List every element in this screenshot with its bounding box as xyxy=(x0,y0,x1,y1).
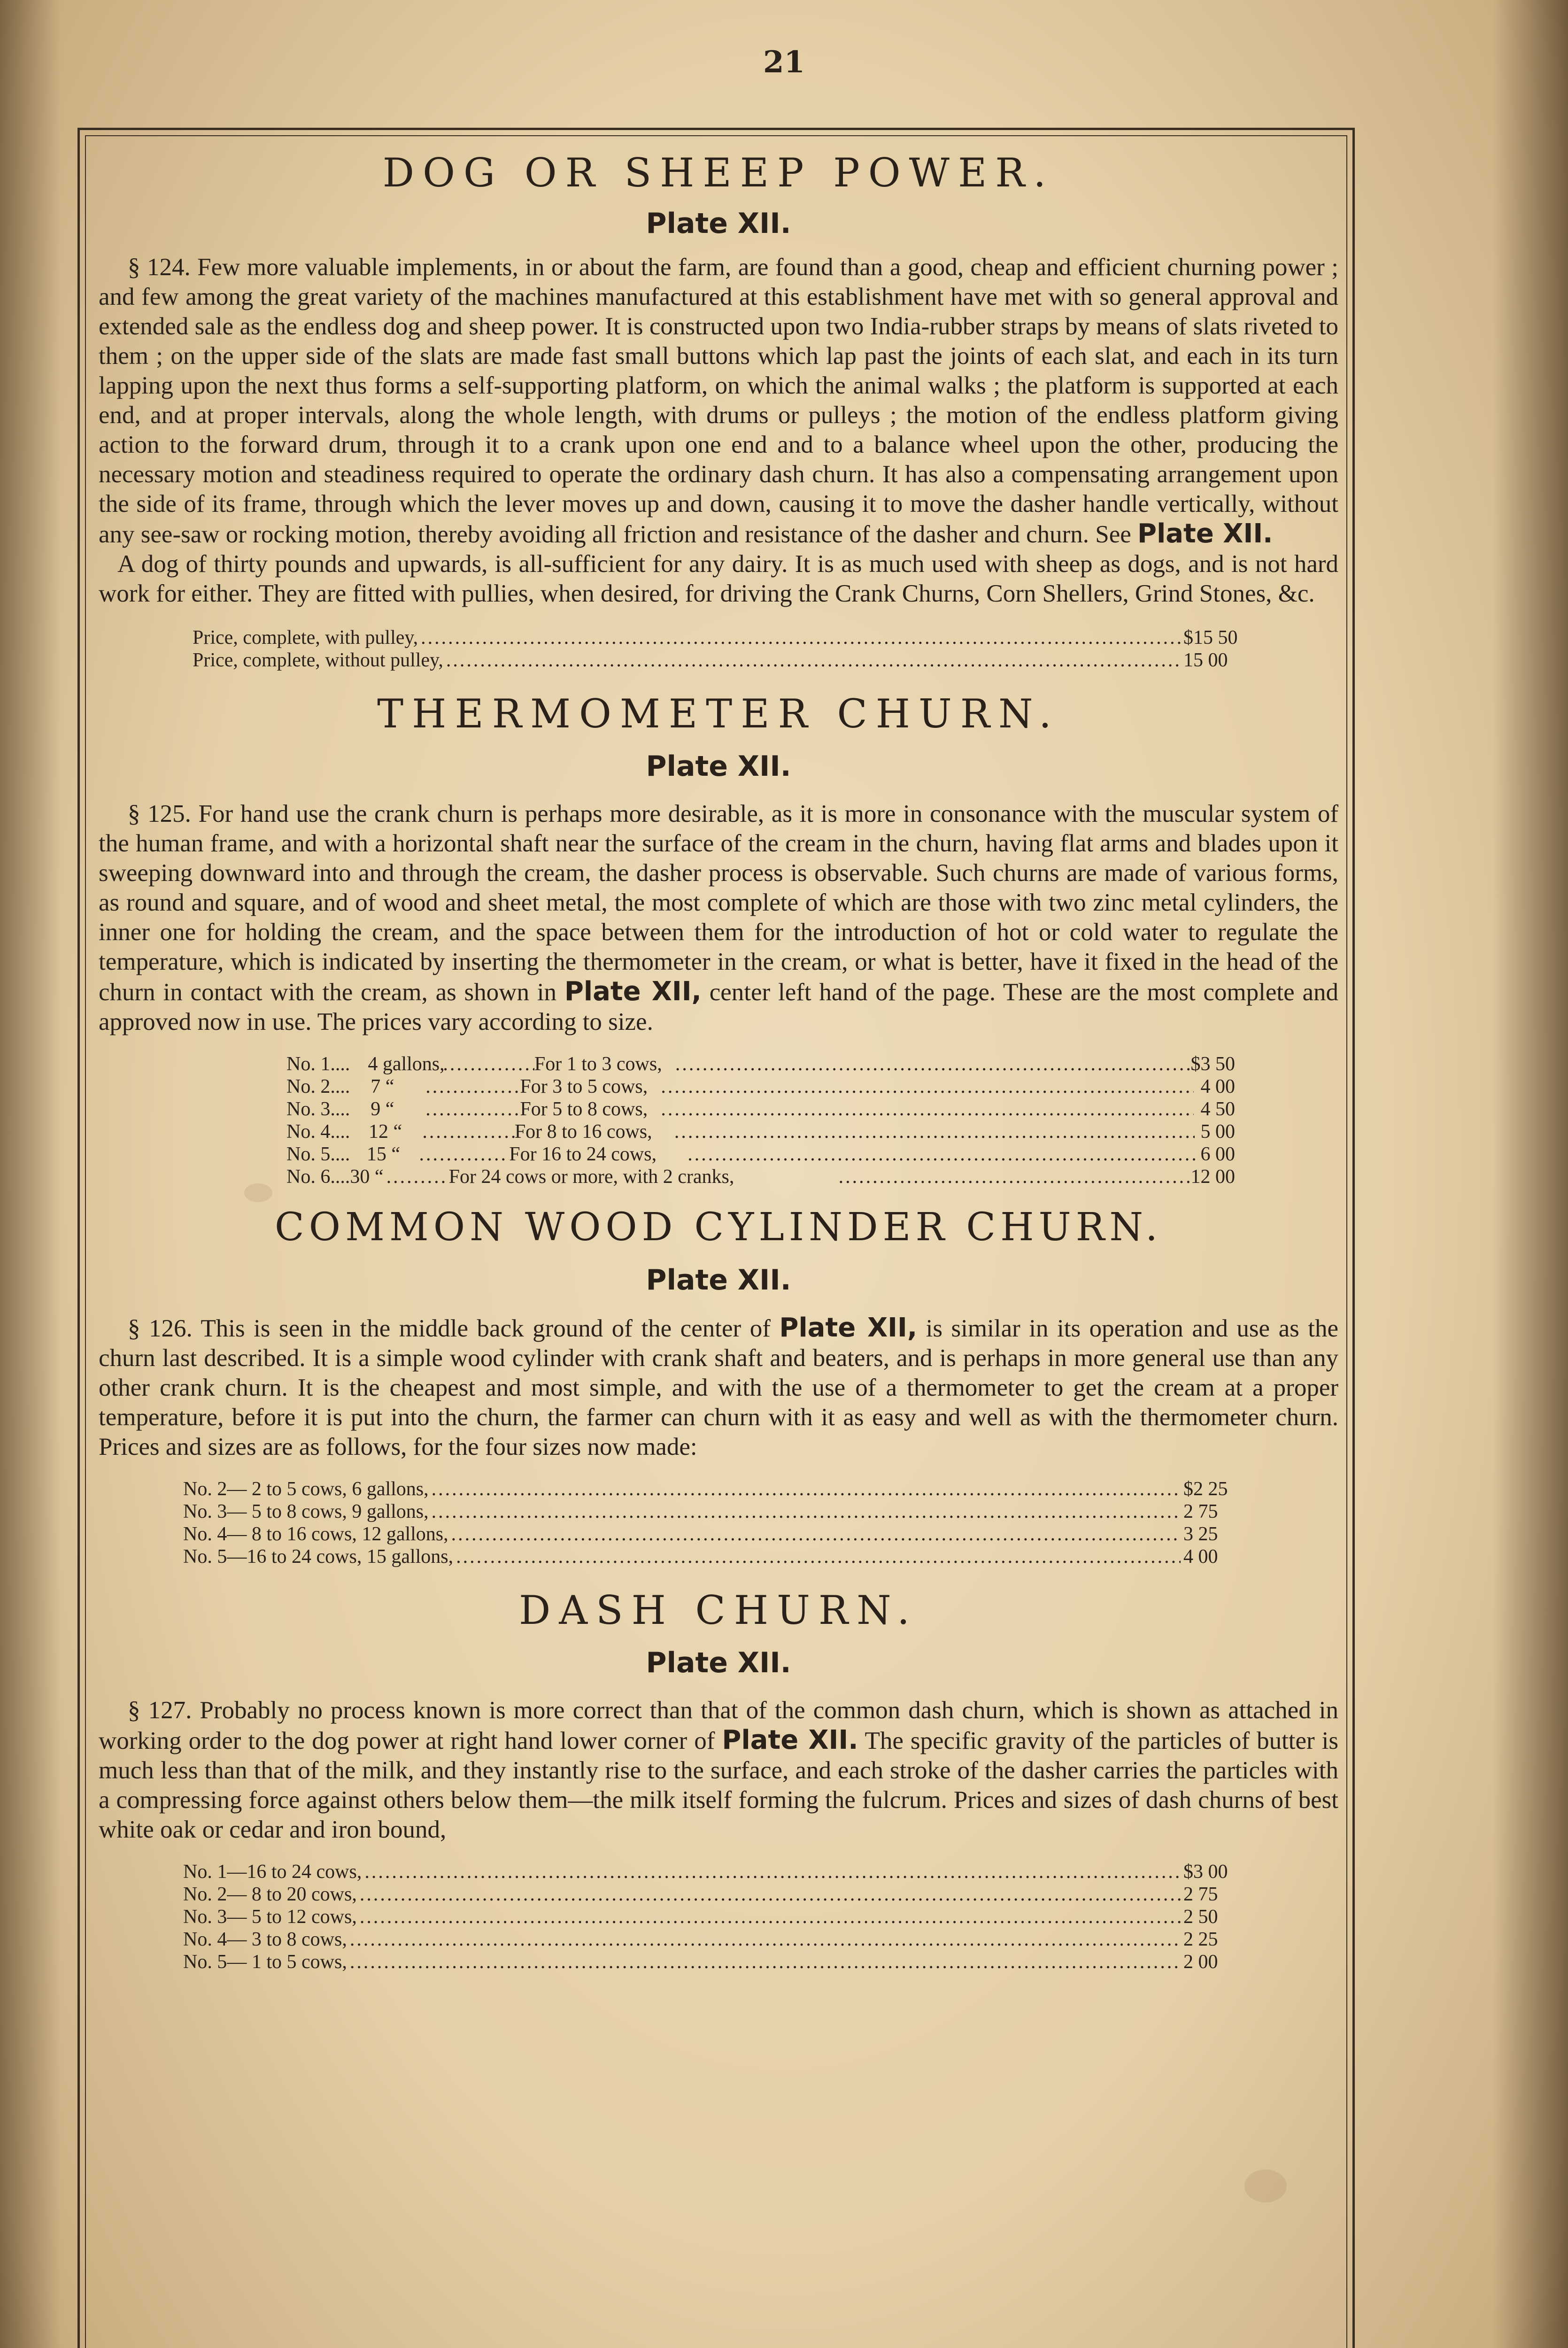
price-amount: 12 00 xyxy=(1190,1166,1235,1188)
plate-heading: Plate XII. xyxy=(646,1646,791,1679)
leader-dots xyxy=(364,1861,1181,1883)
price-amount: 5 00 xyxy=(1200,1121,1235,1143)
edge-shadow xyxy=(1493,0,1568,2348)
price-amount: 2 75 xyxy=(1183,1501,1218,1522)
price-row xyxy=(183,1861,1254,1883)
price-row: No. 4.... 12 “ ..... For 8 to 16 cows, ..... 5 00 xyxy=(286,1120,1235,1143)
price-amount: $3 00 xyxy=(1183,1861,1228,1883)
churn-number: No. 3.... xyxy=(286,1098,350,1120)
price-row xyxy=(183,1478,1254,1500)
leader-dots xyxy=(674,1120,1195,1143)
plate-heading: Plate XII. xyxy=(646,750,791,783)
paragraph-text: § 126. This is seen in the middle back ground of the center of xyxy=(128,1315,771,1342)
leader-dots xyxy=(432,1478,1181,1500)
price-amount: $15 50 xyxy=(1183,627,1238,649)
paragraph-text: § 124. Few more valuable implements, in or about the farm, are found than a good, cheap and efficient churning power ; and few among the great variety of the machines manufactured at this establishment have met with so general approval and extended sale as the endless dog and sheep power. It is constructed upon two India-rubber straps by means of slats riveted to them ; on the upper side of the slats are made fast small buttons which lap past the joints of each slat, and each in its turn lapping upon the next thus forms a self-supporting platform, on which the animal walks ; the platform is supported at each end, and at proper intervals, along the whole length, with drums or pulleys ; the motion of the endless platform giving action to the forward drum, through it to a crank upon one end and to a balance wheel upon the other, producing the necessary motion and steadiness required to operate the ordinary dash churn. It has also a compensating arrangement upon the side of its frame, through which the lever moves up and down, causing it to move the dasher handle vertically, without any see-saw or rocking motion, thereby avoiding all friction and resistance of the dasher and churn. See xyxy=(99,254,1338,548)
price-amount: 2 25 xyxy=(1183,1929,1218,1950)
section-title: DOG OR SHEEP POWER. xyxy=(382,150,1055,196)
leader-dots xyxy=(386,1166,449,1188)
leader-dots xyxy=(443,1053,534,1075)
section-title: DASH CHURN. xyxy=(519,1587,918,1633)
price-list xyxy=(183,1861,1254,1973)
price-row xyxy=(183,1523,1254,1545)
paragraph-text: is similar in its operation and use as the churn last described. It is a simple wood cylinder with crank shaft and beaters, and is perhaps in more general use than any other crank churn. It is the cheapest and most simple, and with the use of a thermometer to get the cream at a proper temperature, before it is put into the churn, the farmer can churn with it as easy and well as with the thermometer churn. Prices and sizes are as follows, for the four sizes now made: xyxy=(99,1315,1339,1460)
churn-capacity: 30 “ xyxy=(350,1166,384,1188)
price-row: No. 3.... 9 “ ..... For 5 to 8 cows, ..... 4 50 xyxy=(286,1098,1235,1120)
leader-dots xyxy=(360,1883,1181,1906)
price-label: No. 2— 2 to 5 cows, 6 gallons, xyxy=(183,1478,429,1500)
price-amount: 2 50 xyxy=(1183,1906,1218,1928)
paragraph-126 xyxy=(99,1313,1338,1462)
price-label: No. 1—16 to 24 cows, xyxy=(183,1861,362,1883)
thermometer-price-table xyxy=(286,1053,1235,1188)
paragraph-text: § 127. Probably no process known is more correct than that of the common dash churn, which is shown as attached in working order to the dog power at right hand lower corner of xyxy=(99,1697,1338,1754)
churn-number: No. 2.... xyxy=(286,1076,350,1097)
price-row: No. 2.... 7 “ ..... For 3 to 5 cows, ..... 4 00 xyxy=(286,1075,1235,1098)
plate-reference: Plate XII. xyxy=(1137,518,1273,549)
paragraph-text: The specific gravity of the particles of butter is much less than that of the milk, and they instantly rise to the surface, and each stroke of the dasher carries the particles with a compressing force against others below them—the milk itself forming the fulcrum. Prices and sizes of dash churns of best white oak or cedar and iron bound, xyxy=(99,1727,1339,1843)
price-row xyxy=(183,1951,1254,1973)
price-amount: 6 00 xyxy=(1200,1143,1236,1165)
paragraph-125 xyxy=(99,799,1338,1037)
section-title: COMMON WOOD CYLINDER CHURN. xyxy=(274,1205,1163,1250)
price-amount: 4 00 xyxy=(1183,1546,1218,1568)
paragraph-text: center left hand of the page. These are the most complete and approved now in use. The prices vary according to size. xyxy=(99,979,1339,1035)
price-label: No. 4— 8 to 16 cows, 12 gallons, xyxy=(183,1523,448,1545)
paragraph-text: § 125. For hand use the crank churn is perhaps more desirable, as it is more in consonance with the muscular system of the human frame, and with a horizontal shaft near the surface of the cream in the churn, having flat arms and blades upon it sweeping downward into and through the cream, the dasher process is observable. Such churns are made of various forms, as round and square, and of wood and sheet metal, the most complete of which are those with two zinc metal cylinders, the inner one for holding the cream, and the space between them for the introduction of hot or cold water to regulate the temperature, which is indicated by inserting the thermometer in the cream, or what is better, have it fixed in the head of the churn in contact with the cream, as shown in xyxy=(99,800,1338,1006)
leader-dots xyxy=(350,1928,1181,1951)
section-wood-cylinder-churn xyxy=(99,1204,1338,1568)
leader-dots xyxy=(432,1500,1181,1523)
leader-dots xyxy=(687,1143,1196,1166)
leader-dots xyxy=(839,1166,1191,1188)
price-amount: 2 75 xyxy=(1183,1884,1218,1905)
churn-number: No. 5.... xyxy=(286,1143,350,1165)
price-row: No. 5.... 15 “ ..... For 16 to 24 cows, ..... 6 00 xyxy=(286,1143,1235,1166)
price-amount: 4 50 xyxy=(1200,1098,1235,1120)
churn-number: No. 6.... xyxy=(286,1166,350,1188)
price-amount: 3 25 xyxy=(1183,1523,1218,1545)
price-label: No. 3— 5 to 8 cows, 9 gallons, xyxy=(183,1501,429,1522)
price-amount: 4 00 xyxy=(1200,1076,1235,1097)
leader-dots xyxy=(421,626,1181,649)
price-label: No. 5—16 to 24 cows, 15 gallons, xyxy=(183,1546,454,1568)
leader-dots xyxy=(425,1075,520,1098)
price-row xyxy=(183,1906,1254,1928)
price-row xyxy=(183,1883,1254,1906)
section-dash-churn xyxy=(99,1587,1338,1973)
price-row xyxy=(183,1545,1254,1568)
leader-dots xyxy=(350,1951,1181,1973)
leader-dots xyxy=(360,1906,1181,1928)
plate-heading: Plate XII. xyxy=(646,1264,791,1297)
churn-capacity: 7 “ xyxy=(371,1076,394,1097)
page-number: 21 xyxy=(763,45,805,80)
leader-dots xyxy=(456,1545,1181,1568)
churn-capacity: 9 “ xyxy=(371,1098,394,1120)
plate-reference: Plate XII. xyxy=(722,1725,858,1755)
price-label: Price, complete, with pulley, xyxy=(193,627,418,649)
price-row xyxy=(183,1928,1254,1951)
price-label: No. 2— 8 to 20 cows, xyxy=(183,1884,357,1905)
leader-dots xyxy=(446,649,1181,672)
price-row: No. 1.... 4 gallons, ..... For 1 to 3 cows, ..... $3 50 xyxy=(286,1053,1235,1075)
price-row xyxy=(193,649,1254,672)
price-label: No. 5— 1 to 5 cows, xyxy=(183,1951,347,1973)
price-label: Price, complete, without pulley, xyxy=(193,649,443,671)
leader-dots xyxy=(661,1098,1194,1120)
churn-capacity: 12 “ xyxy=(369,1121,402,1143)
churn-number: No. 4.... xyxy=(286,1121,350,1143)
paragraph-127 xyxy=(99,1696,1338,1845)
plate-heading: Plate XII. xyxy=(646,207,791,240)
section-title: THERMOMETER CHURN. xyxy=(377,691,1060,737)
leader-dots xyxy=(422,1120,514,1143)
price-row xyxy=(193,626,1254,649)
section-thermometer-churn xyxy=(99,690,1338,1188)
price-amount: 15 00 xyxy=(1183,649,1228,671)
churn-capacity: 4 gallons, xyxy=(368,1053,445,1075)
paragraph-124 xyxy=(99,253,1338,549)
price-list xyxy=(193,626,1254,672)
price-row: No. 6.... 30 “ ..... For 24 cows or more, with 2 cranks, ..... 12 00 xyxy=(286,1166,1235,1188)
section-dog-sheep-power xyxy=(99,149,1338,672)
plate-reference: Plate XII, xyxy=(779,1313,918,1343)
price-list xyxy=(183,1478,1254,1568)
leader-dots xyxy=(419,1143,509,1166)
price-row xyxy=(183,1500,1254,1523)
leader-dots xyxy=(425,1098,520,1120)
spine-shadow xyxy=(0,0,61,2348)
churn-number: No. 1.... xyxy=(286,1053,350,1075)
churn-capacity: 15 “ xyxy=(366,1143,401,1165)
plate-reference: Plate XII, xyxy=(564,976,702,1007)
paragraph-dog-size: A dog of thirty pounds and upwards, is all-sufficient for any dairy. It is as much used with sheep as dogs, and is not hard work for either. They are fitted with pullies, when desired, for driving the Crank Churns, Corn Shellers, Grind Stones, &c. xyxy=(99,550,1338,607)
price-amount: $3 50 xyxy=(1190,1053,1235,1075)
leader-dots xyxy=(451,1523,1181,1545)
leader-dots xyxy=(661,1075,1194,1098)
price-amount: $2 25 xyxy=(1183,1478,1228,1500)
leader-dots xyxy=(675,1053,1191,1075)
price-amount: 2 00 xyxy=(1183,1951,1218,1973)
price-label: No. 4— 3 to 8 cows, xyxy=(183,1929,347,1950)
page-content xyxy=(99,136,1338,1973)
price-label: No. 3— 5 to 12 cows, xyxy=(183,1906,357,1928)
